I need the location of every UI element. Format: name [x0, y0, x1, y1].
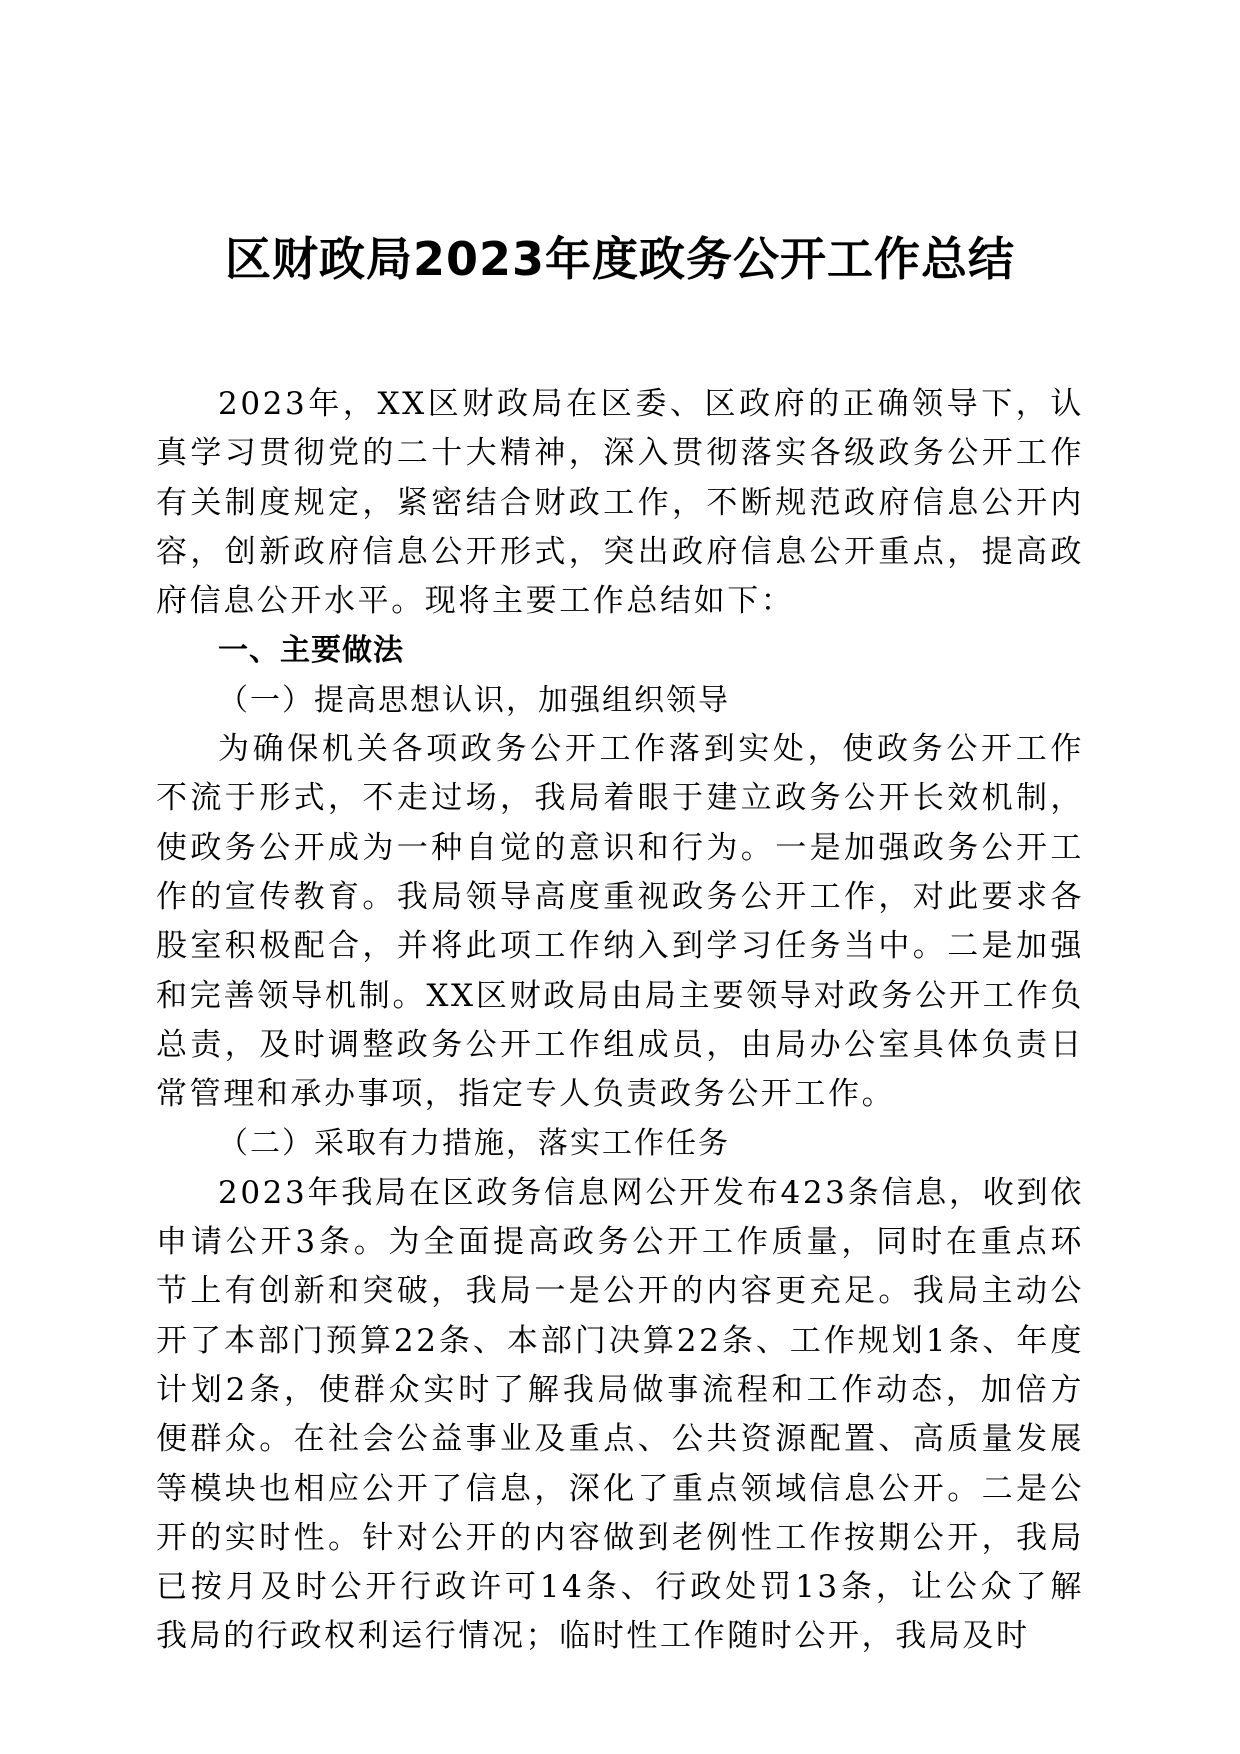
section-heading-main-practices: 一、主要做法	[218, 633, 404, 669]
intro-paragraph: 2023年，XX区财政局在区委、区政府的正确领导下，认真学习贯彻党的二十大精神，深入贯彻落实各级政务公开工作有关制度规定，紧密结合财政工作，不断规范政府信息公开内容，创新政府信息公开形式，突出政府信息公开重点，提高政府信息公开水平。现将主要工作总结如下：	[156, 386, 1084, 620]
subsection-2-paragraph: 2023年我局在区政务信息网公开发布423条信息，收到依申请公开3条。为全面提高政务公开工作质量，同时在重点环节上有创新和突破，我局一是公开的内容更充足。我局主动公开了本部门预算22条、本部门决算22条、工作规划1条、年度计划2条，使群众实时了解我局做事流程和工作动态，加倍方便群众。在社会公益事业及重点、公共资源配置、高质量发展等模块也相应公开了信息，深化了重点领域信息公开。二是公开的实时性。针对公开的内容做到老例性工作按期公开，我局已按月及时公开行政许可14条、行政处罚13条，让公众了解我局的行政权利运行情况；临时性工作随时公开，我局及时	[156, 1174, 1084, 1655]
subsection-heading-1: （一）提高思想认识，加强组织领导	[218, 682, 730, 718]
subsection-heading-2: （二）采取有力措施，落实工作任务	[218, 1126, 730, 1162]
document-body	[156, 380, 1084, 1662]
subsection-1-paragraph: 为确保机关各项政务公开工作落到实处，使政务公开工作不流于形式，不走过场，我局着眼于建立政务公开长效机制，使政务公开成为一种自觉的意识和行为。一是加强政务公开工作的宣传教育。我局领导高度重视政务公开工作，对此要求各股室积极配合，并将此项工作纳入到学习任务当中。二是加强和完善领导机制。XX区财政局由局主要领导对政务公开工作负总责，及时调整政务公开工作组成员，由局办公室具体负责日常管理和承办事项，指定专人负责政务公开工作。	[156, 731, 1084, 1113]
document-title: 区财政局2023年度政务公开工作总结	[224, 232, 1016, 286]
